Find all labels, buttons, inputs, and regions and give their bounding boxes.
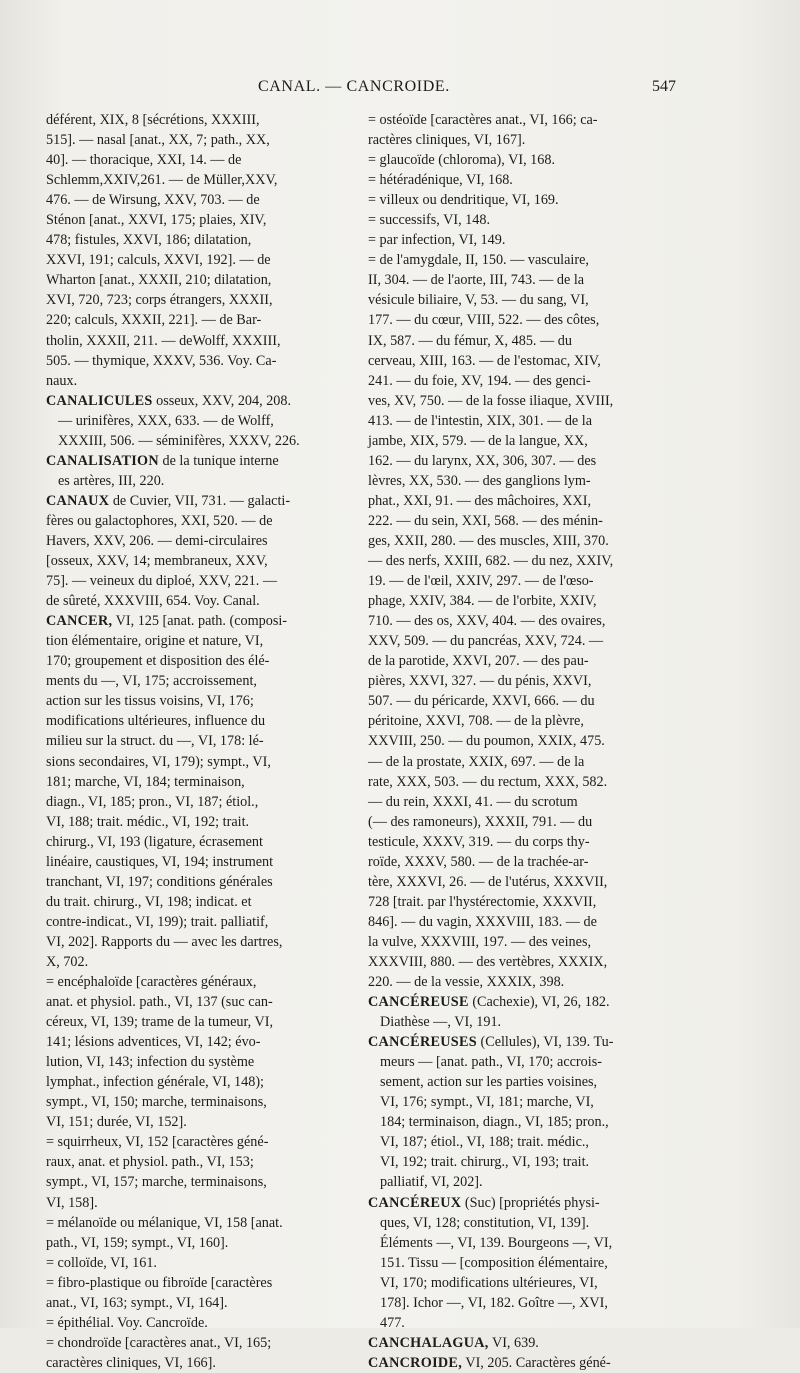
entry-text: diagn., VI, 185; pron., VI, 187; étiol., <box>46 793 259 810</box>
entry-text: = ostéoïde [caractères anat., VI, 166; ca- <box>368 112 598 128</box>
index-line <box>46 1092 364 1112</box>
entry-text: 477. <box>380 1314 405 1331</box>
entry-text: du trait. chirurg., VI, 198; indicat. et <box>46 893 252 910</box>
entry-text: = successifs, VI, 148. <box>368 212 491 229</box>
entry-text: 413. — de l'intestin, XIX, 301. — de la <box>368 412 593 429</box>
entry-text: fères ou galactophores, XXI, 520. — de <box>46 512 273 529</box>
index-line <box>46 932 364 952</box>
entry-text: (— des ramoneurs), XXXII, 791. — du <box>368 813 593 830</box>
index-line <box>368 1172 708 1192</box>
index-line <box>46 1233 364 1253</box>
index-line <box>368 210 708 230</box>
entry-text: palliatif, VI, 202]. <box>380 1174 483 1191</box>
entry-text: raux, anat. et physiol. path., VI, 153; <box>46 1154 254 1171</box>
index-line <box>368 250 708 270</box>
entry-text: rate, XXX, 503. — du rectum, XXX, 582. <box>368 773 608 790</box>
index-line <box>368 1032 708 1052</box>
index-line <box>368 290 708 310</box>
entry-text: ques, VI, 128; constitution, VI, 139]. <box>380 1214 590 1231</box>
right-column <box>368 110 708 1373</box>
entry-text: — des nerfs, XXIII, 682. — du nez, XXIV, <box>368 553 614 570</box>
entry-text: péritoine, XXVI, 708. — de la plèvre, <box>368 713 584 730</box>
index-line <box>46 270 364 290</box>
entry-text: sympt., VI, 157; marche, terminaisons, <box>46 1174 267 1191</box>
index-line <box>368 992 708 1012</box>
entry-text: II, 304. — de l'aorte, III, 743. — de la <box>368 272 585 289</box>
index-line <box>368 591 708 611</box>
entry-text: testicule, XXXV, 319. — du corps thy- <box>368 833 590 850</box>
index-line <box>46 1273 364 1293</box>
index-line <box>46 110 364 130</box>
entry-text: VI, 158]. <box>46 1194 98 1211</box>
index-line <box>368 371 708 391</box>
entry-text: = squirrheux, VI, 152 [caractères géné- <box>46 1134 269 1151</box>
entry-text: = épithélial. Voy. Cancroïde. <box>46 1314 208 1331</box>
entry-text: 19. — de l'œil, XXIV, 297. — de l'œso- <box>368 573 594 590</box>
entry-text: 846]. — du vagin, XXXVIII, 183. — de <box>368 913 597 930</box>
entry-text: chirurg., VI, 193 (ligature, écrasement <box>46 833 263 850</box>
entry-headword: CANCHALAGUA, <box>368 1334 489 1351</box>
entry-text: = chondroïde [caractères anat., VI, 165; <box>46 1334 272 1351</box>
index-line <box>368 411 708 431</box>
entry-text: — de la prostate, XXIX, 697. — de la <box>368 753 585 770</box>
index-line <box>368 1273 708 1293</box>
entry-text: Diathèse —, VI, 191. <box>380 1014 502 1031</box>
index-line <box>46 1132 364 1152</box>
entry-text: phat., XXI, 91. — des mâchoires, XXI, <box>368 492 592 509</box>
index-line <box>46 1353 364 1373</box>
index-line <box>46 611 364 631</box>
index-line <box>368 1132 708 1152</box>
index-line <box>368 491 708 511</box>
entry-headword: CANCER, <box>46 613 113 630</box>
index-line <box>46 1052 364 1072</box>
index-line <box>46 972 364 992</box>
index-line <box>368 270 708 290</box>
index-line <box>46 551 364 571</box>
entry-text: lèvres, XX, 530. — des ganglions lym- <box>368 472 591 489</box>
entry-text: VI, 188; trait. médic., VI, 192; trait. <box>46 813 250 830</box>
entry-text: XXXVIII, 880. — des vertèbres, XXXIX, <box>368 953 608 970</box>
entry-text: XXXIII, 506. — séminifères, XXXV, 226. <box>58 432 300 449</box>
entry-text: ments du —, VI, 175; accroissement, <box>46 673 257 690</box>
entry-text: 181; marche, VI, 184; terminaison, <box>46 773 245 790</box>
entry-text: sement, action sur les parties voisines, <box>380 1074 598 1091</box>
index-line <box>368 1052 708 1072</box>
index-line <box>368 1353 708 1373</box>
index-line <box>46 130 364 150</box>
entry-text: 505. — thymique, XXXV, 536. Voy. Ca- <box>46 352 277 369</box>
entry-text: jambe, XIX, 579. — de la langue, XX, <box>368 432 588 449</box>
entry-text: ractères cliniques, VI, 167]. <box>368 132 526 149</box>
index-line <box>46 1072 364 1092</box>
entry-text: 75]. — veineux du diploé, XXV, 221. — <box>46 573 278 590</box>
index-line <box>368 170 708 190</box>
index-line <box>46 571 364 591</box>
entry-text: 476. — de Wirsung, XXV, 703. — de <box>46 192 260 209</box>
index-line <box>368 1092 708 1112</box>
index-line <box>368 431 708 451</box>
index-line <box>368 531 708 551</box>
index-line <box>46 310 364 330</box>
page-number: 547 <box>652 78 676 95</box>
index-line <box>46 210 364 230</box>
entry-text: XXV, 509. — du pancréas, XXV, 724. — <box>368 633 604 650</box>
index-line <box>46 170 364 190</box>
index-line <box>46 371 364 391</box>
index-line <box>368 752 708 772</box>
entry-headword: CANCÉREUSES <box>368 1034 477 1051</box>
index-line <box>368 551 708 571</box>
index-line <box>46 772 364 792</box>
index-line <box>46 230 364 250</box>
index-line <box>368 331 708 351</box>
index-line <box>368 1072 708 1092</box>
index-line <box>368 471 708 491</box>
entry-text: Éléments —, VI, 139. Bourgeons —, VI, <box>380 1234 613 1251</box>
entry-text: 220. — de la vessie, XXXIX, 398. <box>368 974 565 991</box>
entry-text: de Cuvier, VII, 731. — galacti- <box>109 492 291 509</box>
index-line <box>368 1293 708 1313</box>
entry-text: 178]. Ichor —, VI, 182. Goître —, XVI, <box>380 1294 608 1311</box>
index-line <box>368 110 708 130</box>
entry-text: tère, XXXVI, 26. — de l'utérus, XXXVII, <box>368 873 608 890</box>
index-line <box>368 872 708 892</box>
index-line <box>368 1152 708 1172</box>
entry-text: = de l'amygdale, II, 150. — vasculaire, <box>368 252 589 269</box>
entry-text: lution, VI, 143; infection du système <box>46 1054 255 1071</box>
entry-text: la vulve, XXXVIII, 197. — des veines, <box>368 933 592 950</box>
index-line <box>368 451 708 471</box>
entry-text: (Cachexie), VI, 26, 182. <box>468 994 610 1011</box>
entry-text: 170; groupement et disposition des élé- <box>46 653 270 670</box>
entry-text: VI, 187; étiol., VI, 188; trait. médic., <box>380 1134 589 1151</box>
index-line <box>368 611 708 631</box>
entry-text: phage, XXIV, 384. — de l'orbite, XXIV, <box>368 593 597 610</box>
index-line <box>46 451 364 471</box>
entry-text: 515]. — nasal [anat., XX, 7; path., XX, <box>46 132 270 149</box>
index-line <box>46 711 364 731</box>
entry-text: VI, 639. <box>488 1334 539 1351</box>
index-line <box>368 651 708 671</box>
entry-text: Wharton [anat., XXXII, 210; dilatation, <box>46 272 272 289</box>
entry-text: sions secondaires, VI, 179); sympt., VI, <box>46 753 271 770</box>
entry-text: de la tunique interne <box>158 452 279 469</box>
index-line <box>368 711 708 731</box>
index-line <box>368 932 708 952</box>
index-line <box>46 511 364 531</box>
entry-text: Havers, XXV, 206. — demi-circulaires <box>46 532 268 549</box>
index-line <box>46 531 364 551</box>
entry-text: — du rein, XXXI, 41. — du scrotum <box>368 793 578 810</box>
entry-text: anat., VI, 163; sympt., VI, 164]. <box>46 1294 228 1311</box>
index-line <box>46 812 364 832</box>
entry-text: milieu sur la struct. du —, VI, 178: lé- <box>46 733 264 750</box>
entry-text: linéaire, caustiques, VI, 194; instrument <box>46 853 274 870</box>
entry-headword: CANALISATION <box>46 452 159 469</box>
index-line <box>46 912 364 932</box>
entry-text: de sûreté, XXXVIII, 654. Voy. Canal. <box>46 593 260 610</box>
entry-text: — urinifères, XXX, 633. — de Wolff, <box>58 412 274 429</box>
index-line <box>368 190 708 210</box>
index-line <box>46 351 364 371</box>
running-head <box>0 78 800 102</box>
index-line <box>46 491 364 511</box>
index-line <box>368 1012 708 1032</box>
entry-text: X, 702. <box>46 953 89 970</box>
index-line <box>46 190 364 210</box>
index-line <box>46 1012 364 1032</box>
index-line <box>46 1172 364 1192</box>
entry-text: VI, 170; modifications ultérieures, VI, <box>380 1274 598 1291</box>
entry-text: 478; fistules, XXVI, 186; dilatation, <box>46 232 252 249</box>
index-line <box>368 892 708 912</box>
index-line <box>46 1333 364 1353</box>
entry-text: = colloïde, VI, 161. <box>46 1254 157 1271</box>
index-line <box>368 691 708 711</box>
entry-text: tranchant, VI, 197; conditions générales <box>46 873 273 890</box>
entry-text: Schlemm,XXIV,261. — de Müller,XXV, <box>46 172 278 189</box>
index-line <box>46 651 364 671</box>
index-line <box>46 1112 364 1132</box>
entry-text: osseux, XXV, 204, 208. <box>152 392 292 409</box>
entry-text: 507. — du péricarde, XXVI, 666. — du <box>368 693 595 710</box>
entry-text: ges, XXII, 280. — des muscles, XIII, 370. <box>368 532 609 549</box>
entry-text: contre-indicat., VI, 199); trait. palliatif, <box>46 913 269 930</box>
entry-text: VI, 192; trait. chirurg., VI, 193; trait. <box>380 1154 590 1171</box>
index-line <box>46 250 364 270</box>
index-line <box>368 671 708 691</box>
index-line <box>368 952 708 972</box>
index-line <box>368 772 708 792</box>
index-line <box>46 1293 364 1313</box>
entry-text: 728 [trait. par l'hystérectomie, XXXVII, <box>368 893 597 910</box>
entry-headword: CANALICULES <box>46 392 153 409</box>
index-line <box>46 591 364 611</box>
entry-text: meurs — [anat. path., VI, 170; accrois- <box>380 1054 602 1071</box>
index-line <box>368 511 708 531</box>
index-line <box>368 972 708 992</box>
entry-text: = villeux ou dendritique, VI, 169. <box>368 192 559 209</box>
index-line <box>46 411 364 431</box>
entry-text: lymphat., infection générale, VI, 148); <box>46 1074 265 1091</box>
index-line <box>368 150 708 170</box>
index-line <box>46 331 364 351</box>
index-line <box>368 1112 708 1132</box>
index-line <box>368 731 708 751</box>
entry-text: céreux, VI, 139; trame de la tumeur, VI, <box>46 1014 274 1031</box>
entry-text: naux. <box>46 372 78 389</box>
entry-text: XVI, 720, 723; corps étrangers, XXXII, <box>46 292 273 309</box>
entry-text: VI, 176; sympt., VI, 181; marche, VI, <box>380 1094 594 1111</box>
entry-text: = par infection, VI, 149. <box>368 232 506 249</box>
entry-text: tholin, XXXII, 211. — deWolff, XXXIII, <box>46 332 281 349</box>
entry-text: roïde, XXXV, 580. — de la trachée-ar- <box>368 853 589 870</box>
running-head-title: CANAL. — CANCROIDE. <box>258 78 450 95</box>
entry-text: [osseux, XXV, 14; membraneux, XXV, <box>46 553 268 570</box>
entry-text: 151. Tissu — [composition élémentaire, <box>380 1254 608 1271</box>
index-line <box>368 1193 708 1213</box>
index-line <box>46 391 364 411</box>
index-line <box>46 1152 364 1172</box>
index-line <box>46 1213 364 1233</box>
entry-text: XXVIII, 250. — du poumon, XXIX, 475. <box>368 733 605 750</box>
index-line <box>368 912 708 932</box>
index-line <box>46 1253 364 1273</box>
entry-text: 220; calculs, XXXII, 221]. — de Bar- <box>46 312 262 329</box>
entry-text: 177. — du cœur, VIII, 522. — des côtes, <box>368 312 600 329</box>
entry-text: = glaucoïde (chloroma), VI, 168. <box>368 152 556 169</box>
entry-text: 141; lésions adventices, VI, 142; évo- <box>46 1034 261 1051</box>
index-line <box>368 1253 708 1273</box>
index-line <box>46 150 364 170</box>
index-line <box>46 671 364 691</box>
entry-text: 184; terminaison, diagn., VI, 185; pron., <box>380 1114 609 1131</box>
entry-headword: CANCROIDE, <box>368 1354 463 1371</box>
entry-text: tion élémentaire, origine et nature, VI, <box>46 633 264 650</box>
index-line <box>368 391 708 411</box>
entry-text: déférent, XIX, 8 [sécrétions, XXXIII, <box>46 112 260 128</box>
index-line <box>46 752 364 772</box>
index-line <box>368 631 708 651</box>
entry-text: de la parotide, XXVI, 207. — des pau- <box>368 653 589 670</box>
index-line <box>368 230 708 250</box>
entry-text: = mélanoïde ou mélanique, VI, 158 [anat. <box>46 1214 283 1231</box>
entry-text: VI, 202]. Rapports du — avec les dartres, <box>46 933 283 950</box>
index-line <box>46 731 364 751</box>
index-line <box>46 992 364 1012</box>
index-line <box>368 351 708 371</box>
index-line <box>368 832 708 852</box>
entry-headword: CANCÉREUX <box>368 1194 462 1211</box>
index-line <box>368 1333 708 1353</box>
index-line <box>46 872 364 892</box>
entry-text: modifications ultérieures, influence du <box>46 713 266 730</box>
entry-text: 162. — du larynx, XX, 306, 307. — des <box>368 452 597 469</box>
entry-text: 241. — du foie, XV, 194. — des genci- <box>368 372 591 389</box>
index-line <box>46 792 364 812</box>
entry-text: 40]. — thoracique, XXI, 14. — de <box>46 152 242 169</box>
index-line <box>46 471 364 491</box>
index-line <box>46 952 364 972</box>
entry-headword: CANAUX <box>46 492 110 509</box>
entry-text: sympt., VI, 150; marche, terminaisons, <box>46 1094 267 1111</box>
entry-text: = hétéradénique, VI, 168. <box>368 172 513 189</box>
entry-text: IX, 587. — du fémur, X, 485. — du <box>368 332 572 349</box>
index-line <box>46 892 364 912</box>
index-line <box>368 310 708 330</box>
index-line <box>368 1233 708 1253</box>
left-column <box>46 110 364 1373</box>
index-line <box>46 631 364 651</box>
entry-text: (Cellules), VI, 139. Tu- <box>476 1034 614 1051</box>
index-line <box>368 1213 708 1233</box>
index-line <box>368 812 708 832</box>
entry-headword: CANCÉREUSE <box>368 994 469 1011</box>
index-line <box>368 852 708 872</box>
entry-text: vésicule biliaire, V, 53. — du sang, VI, <box>368 292 589 309</box>
index-line <box>368 130 708 150</box>
entry-text: 710. — des os, XXV, 404. — des ovaires, <box>368 613 606 630</box>
index-line <box>46 852 364 872</box>
entry-text: path., VI, 159; sympt., VI, 160]. <box>46 1234 229 1251</box>
index-line <box>46 1313 364 1333</box>
entry-text: Sténon [anat., XXVI, 175; plaies, XIV, <box>46 212 267 229</box>
entry-text: anat. et physiol. path., VI, 137 (suc can- <box>46 994 273 1011</box>
index-line <box>368 792 708 812</box>
entry-text: es artères, III, 220. <box>58 472 165 489</box>
index-line <box>46 691 364 711</box>
entry-text: cerveau, XIII, 163. — de l'estomac, XIV, <box>368 352 601 369</box>
entry-text: VI, 205. Caractères géné- <box>462 1354 611 1371</box>
entry-text: VI, 151; durée, VI, 152]. <box>46 1114 187 1131</box>
entry-text: (Suc) [propriétés physi- <box>461 1194 600 1211</box>
entry-text: ves, XV, 750. — de la fosse iliaque, XVIII, <box>368 392 614 409</box>
entry-text: 222. — du sein, XXI, 568. — des ménin- <box>368 512 603 529</box>
index-line <box>46 1032 364 1052</box>
index-line <box>46 290 364 310</box>
entry-text: pières, XXVI, 327. — du pénis, XXVI, <box>368 673 592 690</box>
entry-text: caractères cliniques, VI, 166]. <box>46 1354 216 1371</box>
index-line <box>46 431 364 451</box>
index-line <box>368 1313 708 1333</box>
index-line <box>46 1193 364 1213</box>
index-line <box>46 832 364 852</box>
index-line <box>368 571 708 591</box>
entry-text: = encéphaloïde [caractères généraux, <box>46 974 257 991</box>
entry-text: = fibro-plastique ou fibroïde [caractères <box>46 1274 273 1291</box>
entry-text: XXVI, 191; calculs, XXVI, 192]. — de <box>46 252 271 269</box>
entry-text: action sur les tissus voisins, VI, 176; <box>46 693 254 710</box>
entry-text: VI, 125 [anat. path. (composi- <box>112 613 288 630</box>
